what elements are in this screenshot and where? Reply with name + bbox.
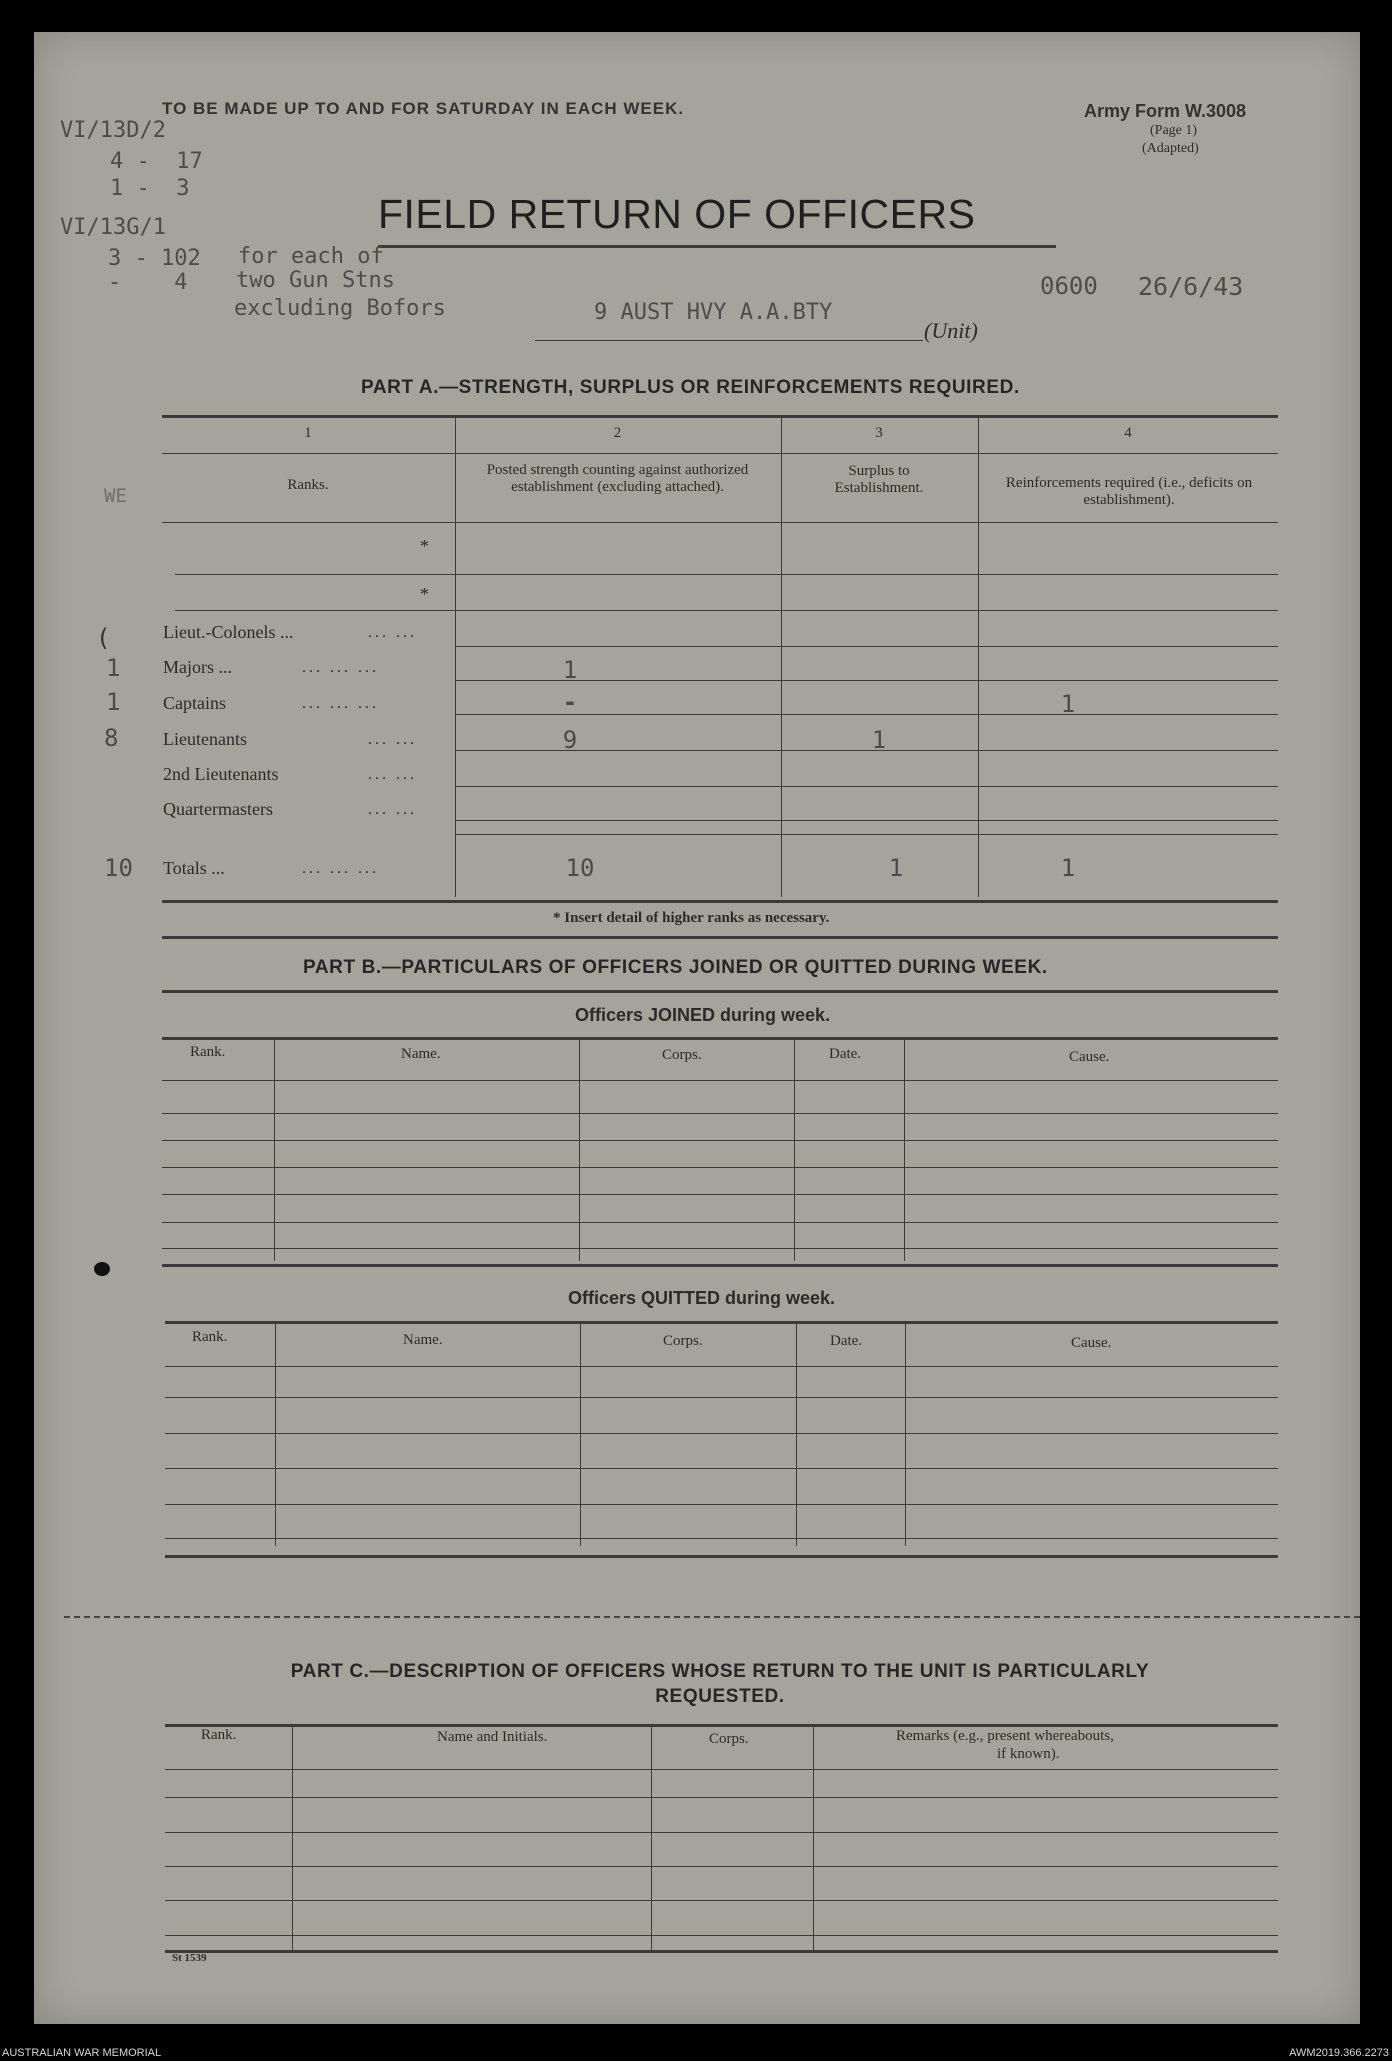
part-c-col-remarks-2: if known). [997,1746,1060,1762]
part-c-divider-2 [651,1726,652,1952]
part-c-divider-1 [292,1726,293,1952]
rank-label: Majors ... [163,657,232,677]
ref-note-1: for each of [238,244,384,269]
joined-divider-2 [579,1039,580,1261]
page-number: (Page 1) [1150,123,1198,138]
quitted-row-rule [165,1538,1278,1539]
joined-bottom-rule [162,1264,1278,1267]
part-c-header-rule [165,1769,1278,1770]
part-a-footnote-rule [162,936,1278,939]
col-number-4: 4 [1124,425,1132,441]
row-rule [455,786,1278,787]
title-underline [378,245,1056,248]
part-a-top-rule [162,415,1278,418]
row-rule [455,750,1278,751]
reinforcements-captains: 1 [1060,690,1076,718]
quitted-divider-4 [905,1323,906,1546]
quitted-bottom-rule [165,1555,1278,1558]
ref-note-2: two Gun Stns [236,268,395,293]
unit-line [535,340,923,341]
posted-lieutenants: 9 [562,726,578,754]
quitted-divider-1 [275,1323,276,1546]
ref-code-2-line-b: - 4 [108,270,188,295]
instruction-text: TO BE MADE UP TO AND FOR SATURDAY IN EACH WEEK. [162,99,685,118]
col-number-2: 2 [613,425,622,441]
quitted-divider-3 [796,1323,797,1546]
part-a-footnote: * Insert detail of higher ranks as necessary. [553,910,830,926]
ref-code-2: VI/13G/1 [60,215,166,240]
joined-divider-4 [904,1039,905,1261]
part-c-row-rule [165,1832,1278,1833]
part-b-top-rule [162,990,1278,993]
quitted-col-name: Name. [403,1332,443,1348]
footer-right: AWM2019.366.2273 [1289,2047,1389,2059]
part-c-col-rank: Rank. [201,1727,237,1743]
we-majors: 1 [106,654,121,682]
return-date: 26/6/43 [1138,272,1244,301]
asterisk-1: * [420,536,429,556]
joined-divider-3 [794,1039,795,1261]
row-rule [455,714,1278,715]
part-c-row-rule [165,1797,1278,1798]
posted-majors: 1 [562,656,578,684]
asterisk-2: * [420,584,429,604]
part-c-row-rule [165,1935,1278,1936]
ranks-header: Ranks. [287,477,329,493]
part-c-title: PART C.—DESCRIPTION OF OFFICERS WHOSE RETURN TO THE UNIT IS PARTICULARLY [290,1661,1150,1682]
quitted-row-rule [165,1468,1278,1469]
joined-col-corps: Corps. [662,1047,702,1063]
surplus-header: Surplus to Establishment. [834,463,924,496]
posted-strength-header: Posted strength counting against authorized establishment (excluding attached). [486,462,749,495]
quitted-col-corps: Corps. [663,1333,703,1349]
header-rule [162,522,1278,523]
ref-code-2-line-a: 3 - 102 [108,246,201,271]
quitted-header-rule [165,1366,1278,1367]
quitted-row-rule [165,1433,1278,1434]
joined-row-rule [162,1222,1278,1223]
row-rule [455,646,1278,647]
posted-captains: - [562,688,578,716]
we-captains: 1 [106,688,121,716]
part-c-row-rule [165,1900,1278,1901]
joined-col-date: Date. [829,1046,862,1062]
quitted-col-cause: Cause. [1071,1335,1112,1351]
print-code: St 1539 [172,1952,207,1964]
blank-row-2-rule [175,610,1278,611]
part-c-col-remarks: Remarks (e.g., present whereabouts, [896,1728,1114,1744]
surplus-lieutenants: 1 [871,726,887,754]
part-c-divider-3 [813,1726,814,1952]
joined-header-rule [162,1080,1278,1081]
quitted-col-date: Date. [830,1333,863,1349]
row-rule [455,820,1278,821]
ref-code-1: VI/13D/2 [60,118,166,143]
reinforcements-header: Reinforcements required (i.e., deficits on establishment). [1005,475,1253,508]
ref-code-1-line-b: 1 - 3 [110,176,190,201]
adapted-note: (Adapted) [1142,141,1199,156]
rank-label: Lieut.-Colonels ... [163,622,294,642]
rank-dots: ... ... ... [302,860,379,877]
reinforcements-totals: 1 [1060,854,1076,882]
rank-dots: ... ... [368,766,417,783]
joined-row-rule [162,1140,1278,1141]
footer-left: AUSTRALIAN WAR MEMORIAL [2,2047,162,2059]
rank-dots: ... ... ... [302,695,379,712]
quitted-top-rule [165,1321,1278,1324]
quitted-divider-2 [580,1323,581,1546]
rank-dots: ... ... [368,624,417,641]
rank-label: Totals ... [163,858,225,878]
joined-row-rule [162,1167,1278,1168]
posted-totals: 10 [565,854,595,882]
joined-title: Officers JOINED during week. [575,1005,831,1025]
part-a-title: PART A.—STRENGTH, SURPLUS OR REINFORCEMENTS REQUIRED. [361,377,1020,398]
col-number-rule [162,453,1278,454]
joined-col-name: Name. [401,1046,441,1062]
we-lieutenants: 8 [104,724,119,752]
totals-double-rule [455,834,1278,835]
part-c-title-line-2: REQUESTED. [655,1686,785,1707]
rank-label: Lieutenants [163,729,247,749]
part-c-col-name: Name and Initials. [437,1729,548,1745]
joined-row-rule [162,1113,1278,1114]
part-a-bottom-rule [162,900,1278,903]
rank-label: Captains [163,693,226,713]
col-number-3: 3 [875,425,883,441]
part-c-bottom-rule [165,1950,1278,1953]
quitted-row-rule [165,1504,1278,1505]
part-c-row-rule [165,1866,1278,1867]
rank-dots: ... ... ... [302,659,379,676]
ref-note-3: excluding Bofors [234,296,446,321]
quitted-row-rule [165,1397,1278,1398]
col-number-1: 1 [304,425,312,441]
joined-row-rule [162,1194,1278,1195]
rank-label: Quartermasters [163,799,273,819]
unit-label: (Unit) [924,318,978,343]
army-form-number: Army Form W.3008 [1084,101,1247,121]
page-title: FIELD RETURN OF OFFICERS [378,191,976,237]
return-time: 0600 [1040,272,1098,300]
joined-col-rank: Rank. [190,1044,226,1060]
blank-row-1-rule [175,574,1278,575]
rank-dots: ... ... [368,731,417,748]
quitted-col-rank: Rank. [192,1329,228,1345]
punch-hole [94,1262,110,1276]
part-a-divider-3 [978,415,979,897]
perforation-line [64,1616,1360,1618]
part-b-title: PART B.—PARTICULARS OF OFFICERS JOINED OR QUITTED DURING WEEK. [303,957,1048,978]
we-lt-col: ( [96,624,111,652]
joined-col-cause: Cause. [1069,1049,1110,1065]
rank-dots: ... ... [368,801,417,818]
we-totals: 10 [104,854,133,882]
row-rule [455,680,1278,681]
we-header: WE [104,485,127,507]
joined-divider-1 [274,1039,275,1261]
part-c-top-rule [165,1724,1278,1727]
rank-label: 2nd Lieutenants [163,764,279,784]
surplus-totals: 1 [888,854,904,882]
part-c-col-corps: Corps. [709,1731,749,1747]
quitted-title: Officers QUITTED during week. [568,1288,836,1308]
part-a-divider-2 [781,415,782,897]
joined-row-rule [162,1248,1278,1249]
ref-code-1-line-a: 4 - 17 [110,149,203,174]
unit-name: 9 AUST HVY A.A.BTY [594,300,833,325]
joined-top-rule [162,1037,1278,1040]
